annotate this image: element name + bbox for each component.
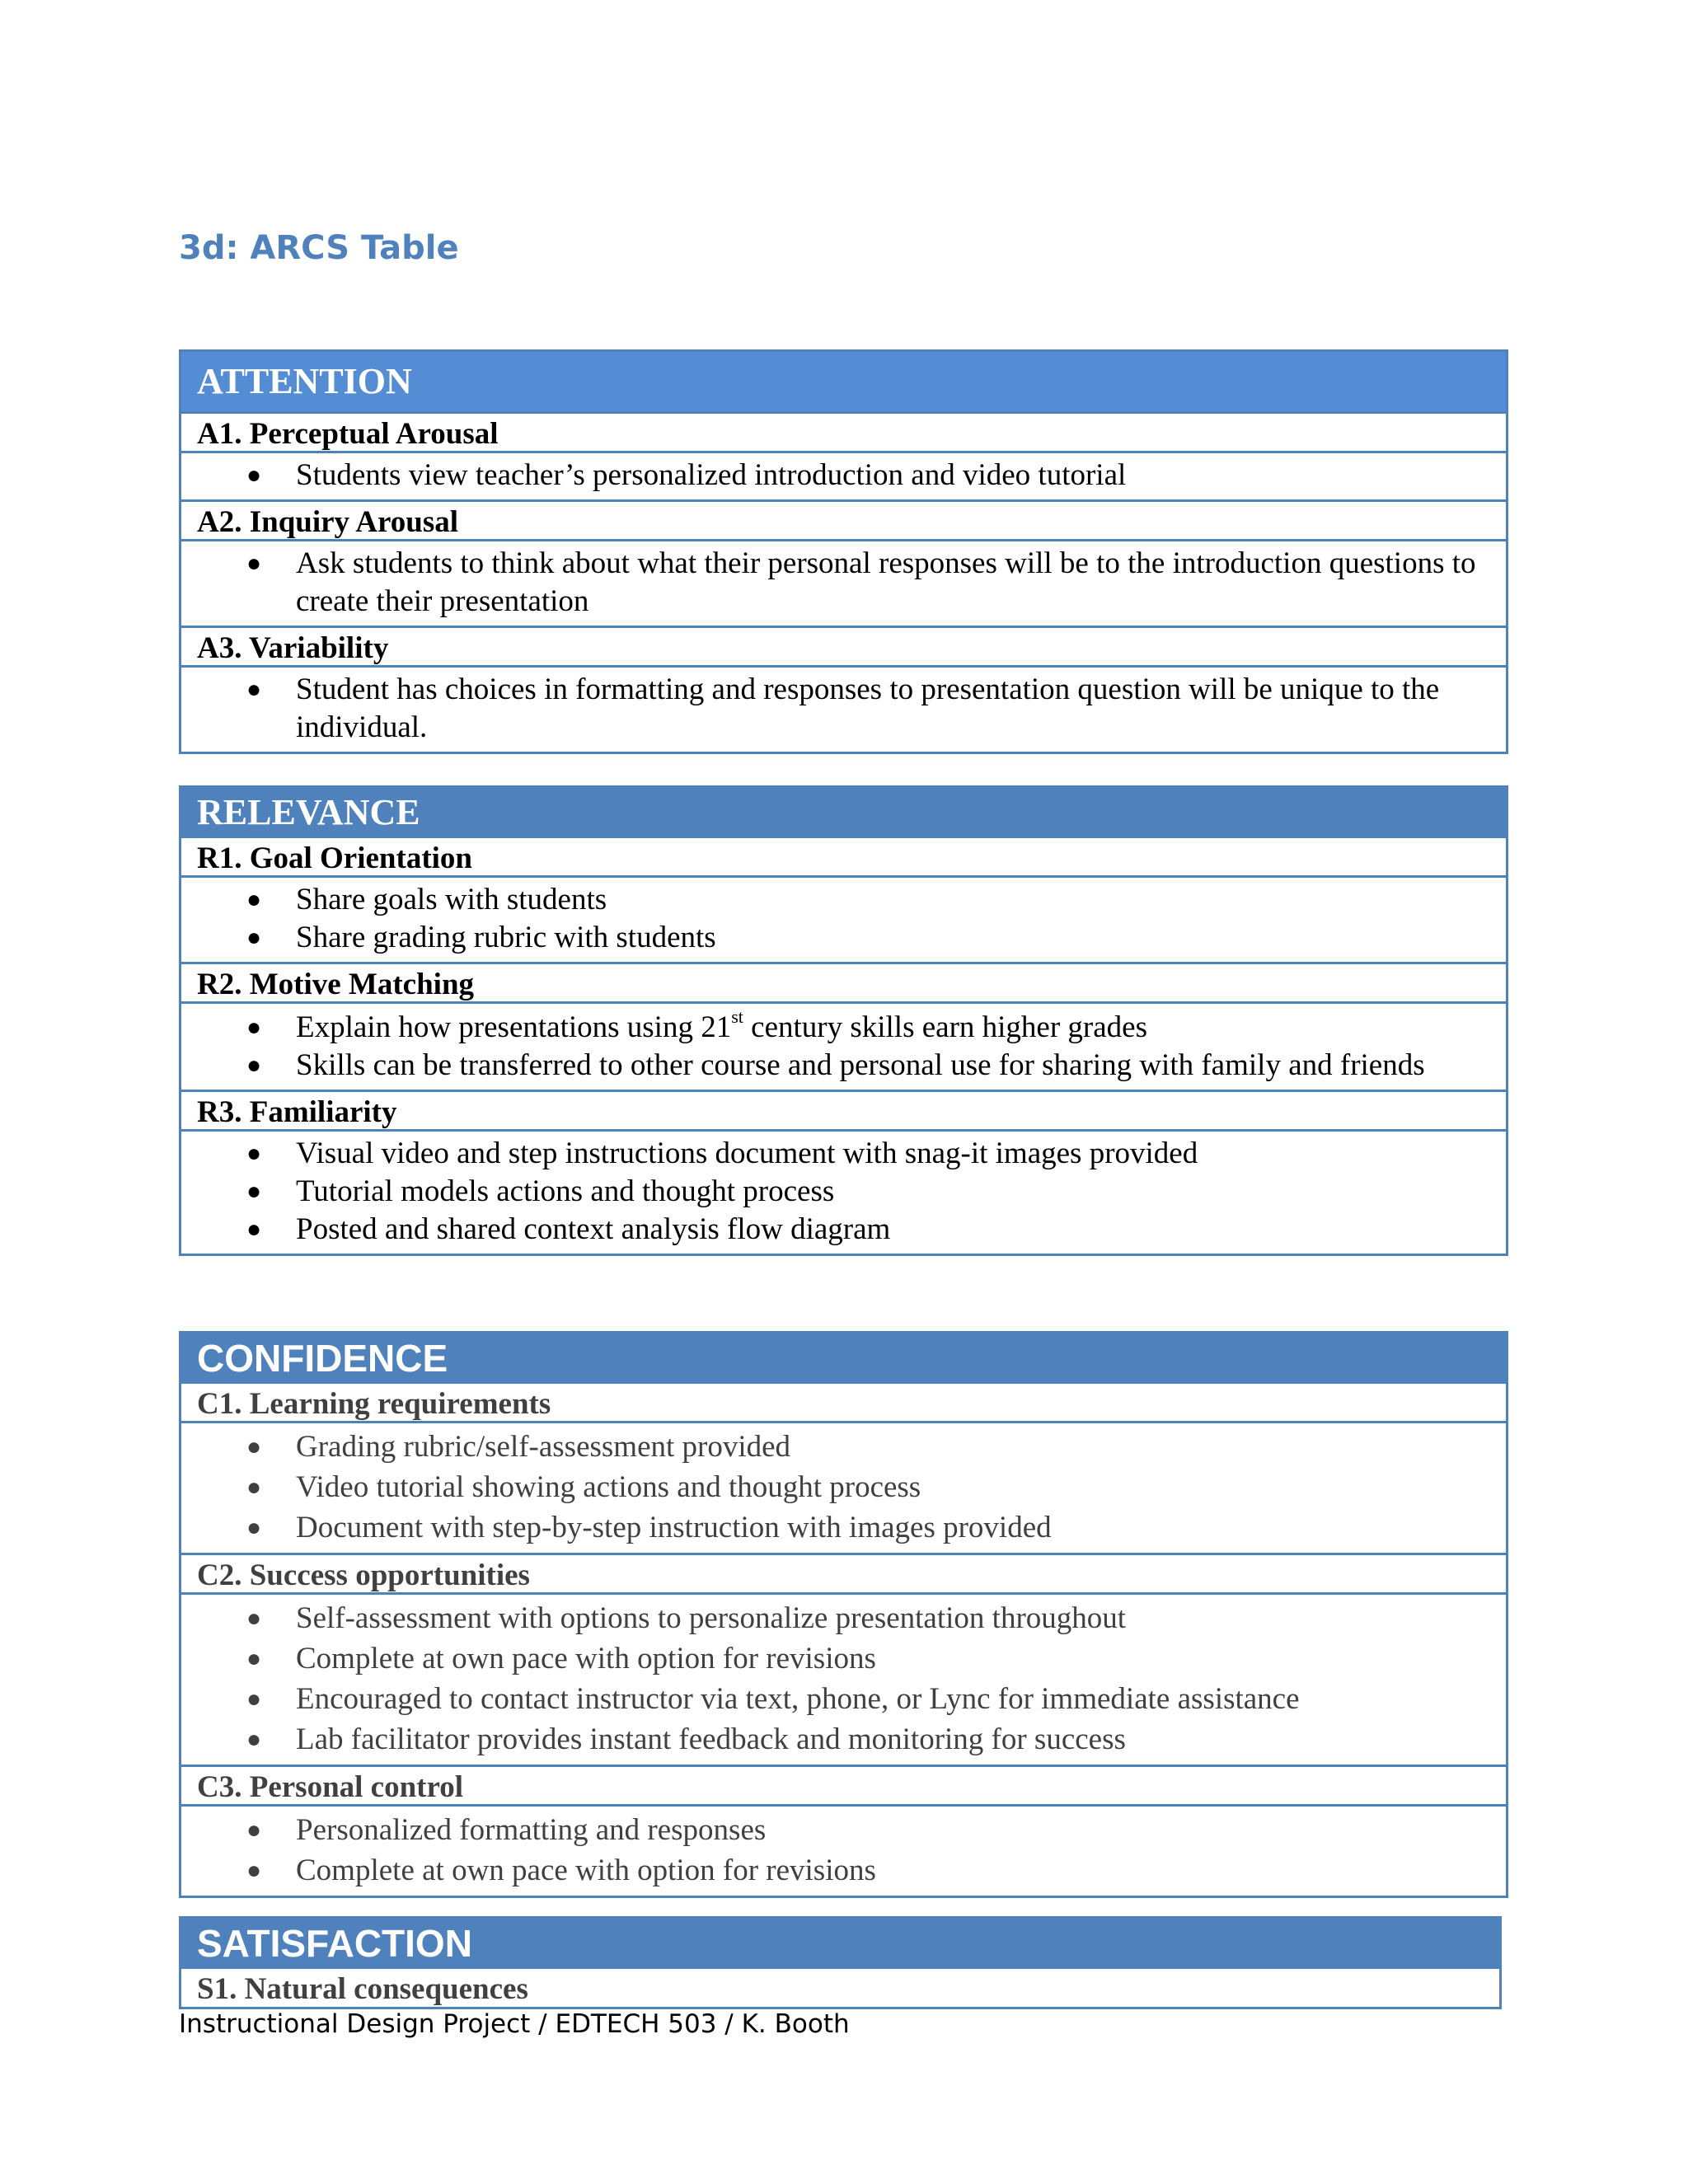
list-item: ● Visual video and step instructions document with snag-it images provided — [181, 1135, 1489, 1173]
bullet-icon: ● — [246, 1140, 262, 1167]
list-item: ● Grading rubric/self-assessment provided — [181, 1427, 1489, 1467]
bullet-icon: ● — [246, 886, 262, 913]
bullet-icon: ● — [246, 1433, 262, 1460]
page-title: 3d: ARCS Table — [179, 229, 459, 267]
attention-table — [179, 349, 1508, 754]
r3-label: R3. Familiarity — [181, 1092, 1506, 1132]
satisfaction-table — [179, 1916, 1502, 2009]
c3-list — [181, 1807, 1506, 1896]
bullet-icon: ● — [246, 1645, 262, 1672]
a1-list — [181, 453, 1506, 502]
bullet-icon: ● — [246, 1726, 262, 1753]
bullet-icon: ● — [246, 550, 262, 577]
r2-section — [181, 964, 1506, 1092]
list-item: ● Complete at own pace with option for revisions — [181, 1850, 1489, 1891]
list-item: ● Encouraged to contact instructor via text, phone, or Lync for immediate assistance — [181, 1679, 1489, 1719]
relevance-header: RELEVANCE — [181, 788, 1506, 838]
a3-list — [181, 668, 1506, 752]
s1-label: S1. Natural consequences — [197, 1972, 528, 2006]
c2-label: C2. Success opportunities — [181, 1555, 1506, 1595]
list-item: ● Skills can be transferred to other course and personal use for sharing with family and friends — [181, 1047, 1489, 1085]
page-footer: Instructional Design Project / EDTECH 503 / K. Booth — [179, 2009, 850, 2039]
bullet-icon: ● — [246, 1816, 262, 1844]
bullet-icon: ● — [246, 1178, 262, 1205]
list-item: ● Video tutorial showing actions and thought process — [181, 1467, 1489, 1507]
c3-section — [181, 1767, 1506, 1896]
confidence-table — [179, 1331, 1508, 1898]
a1-label: A1. Perceptual Arousal — [181, 414, 1506, 453]
bullet-icon: ● — [246, 676, 262, 703]
a1-section — [181, 414, 1506, 502]
ordinal-suffix: st — [731, 1005, 743, 1027]
bullet-icon: ● — [246, 1857, 262, 1884]
list-item: ● Tutorial models actions and thought process — [181, 1173, 1489, 1211]
bullet-icon: ● — [246, 924, 262, 951]
list-item: ● Self-assessment with options to personalize presentation throughout — [181, 1598, 1489, 1638]
list-item: ● Posted and shared context analysis flow diagram — [181, 1211, 1489, 1249]
list-item: ● Lab facilitator provides instant feedback and monitoring for success — [181, 1719, 1489, 1760]
c1-section — [181, 1384, 1506, 1555]
c1-list — [181, 1423, 1506, 1555]
list-item: ● Students view teacher’s personalized introduction and video tutorial — [181, 457, 1489, 494]
bullet-icon: ● — [246, 1474, 262, 1501]
r1-label: R1. Goal Orientation — [181, 838, 1506, 878]
a2-label: A2. Inquiry Arousal — [181, 502, 1506, 541]
bullet-icon: ● — [246, 1605, 262, 1632]
c2-list — [181, 1595, 1506, 1767]
list-item: ● Explain how presentations using 21st century skills earn higher grades — [181, 1009, 1489, 1047]
r3-section — [181, 1092, 1506, 1254]
a2-list — [181, 541, 1506, 628]
confidence-header: CONFIDENCE — [181, 1333, 1506, 1384]
c2-section — [181, 1555, 1506, 1767]
attention-header: ATTENTION — [181, 352, 1506, 414]
r3-list — [181, 1132, 1506, 1254]
r1-section — [181, 838, 1506, 964]
bullet-icon: ● — [246, 1216, 262, 1243]
r2-list — [181, 1004, 1506, 1092]
list-item: ● Complete at own pace with option for revisions — [181, 1638, 1489, 1679]
bullet-icon: ● — [246, 1685, 262, 1713]
bullet-icon: ● — [246, 1514, 262, 1541]
a3-label: A3. Variability — [181, 628, 1506, 668]
bullet-icon: ● — [246, 1014, 262, 1041]
c1-label: C1. Learning requirements — [181, 1384, 1506, 1423]
list-item: ● Personalized formatting and responses — [181, 1810, 1489, 1850]
list-item: ● Document with step-by-step instruction with images provided — [181, 1507, 1489, 1548]
list-item: ● Ask students to think about what their personal responses will be to the introduction questions to create their presentation — [246, 546, 1476, 618]
bullet-icon: ● — [246, 462, 262, 489]
bullet-icon: ● — [246, 1052, 262, 1079]
a3-section — [181, 628, 1506, 752]
satisfaction-header: SATISFACTION — [181, 1919, 1499, 1969]
relevance-table — [179, 785, 1508, 1256]
r1-list — [181, 878, 1506, 964]
a2-section — [181, 502, 1506, 628]
c3-label: C3. Personal control — [181, 1767, 1506, 1807]
list-item: ● Share goals with students — [181, 881, 1489, 919]
list-item: ● Share grading rubric with students — [181, 919, 1489, 957]
list-item: ● Student has choices in formatting and responses to presentation question will be unique to the individual. — [246, 673, 1440, 744]
s1-section — [181, 1969, 1499, 2007]
r2-label: R2. Motive Matching — [181, 964, 1506, 1004]
